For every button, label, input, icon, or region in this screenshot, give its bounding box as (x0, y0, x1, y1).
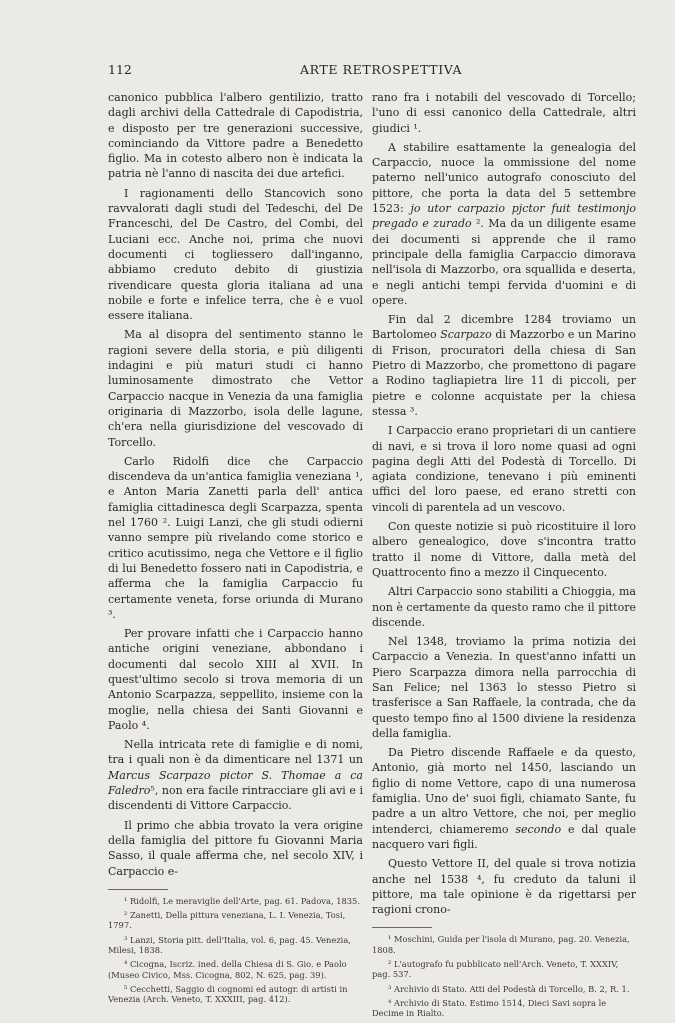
text-run: Fin dal 2 dicembre 1284 troviamo un Bartolomeo (372, 313, 636, 342)
footnote: ¹ Moschini, Guida per l'isola di Murano, pag. 20. Venezia, 1808. (372, 934, 630, 955)
footnote: ³ Lanzi, Storia pitt. dell'Italia, vol. 6, pag. 45. Venezia, Milesi, 1838. (108, 934, 351, 956)
footnote-divider (108, 889, 168, 890)
italic-name: Scarpazo (440, 328, 492, 342)
paragraph: Carlo Ridolfi dice che Carpaccio discendeva da un'antica famiglia veneziana ¹, e Anton Maria Zanetti parla dell' antica famiglia cittadinesca degli Scarpazza, spenta nel 1760 ². Luigi Lanzi, che gli studi odierni vanno sempre più rivelando come storico e critico acutissimo, nega che Vettore e il figlio di lui Benedetto fossero nati in Capodistria, e afferma che la famiglia Carpaccio fu certamente veneta, forse oriunda di Murano ³. (108, 454, 363, 621)
footnote: ⁵ Cecchetti, Saggio di cognomi ed autogr. di artisti in Venezia (Arch. Veneto, T. XXXIII, pag. 412). (108, 983, 348, 1005)
paragraph: rano fra i notabili del vescovado di Torcello; l'uno di essi canonico della Cattedrale, altri giudici ¹. (372, 91, 636, 135)
paragraph: Per provare infatti che i Carpaccio hanno antiche origini veneziane, abbondano i documenti dal secolo XIII al XVII. In quest'ultimo secolo si trova memoria di un Antonio Scarpazza, seppellito, insieme con la moglie, nella chiesa dei Santi Giovanni e Paolo ⁴. (108, 627, 363, 732)
text-run: e dal quale nacquero vari figli. (372, 822, 636, 851)
footnote: ¹ Ridolfi, Le meraviglie dell'Arte, pag. 61. Padova, 1835. (124, 895, 360, 906)
right-column (372, 90, 636, 1023)
italic-word: secondo (515, 822, 562, 836)
paragraph: I Carpaccio erano proprietari di un cantiere di navi, e si trova il loro nome quasi ad ogni pagina degli Atti del Podestà di Torcello. Di agiata condizione, tenevano i più eminenti uffici del loro paese, ed erano stretti con vincoli di parentela ad un vescovo. (372, 424, 636, 514)
paragraph (108, 737, 363, 813)
paragraph: Con queste notizie si può ricostituire il loro albero genealogico, dove s'incontra tratto tratto il nome di Vittore, dalla metà del Quattrocento fino a mezzo il Cinquecento. (372, 520, 636, 579)
paragraph (372, 745, 636, 852)
running-title: ARTE RETROSPETTIVA (300, 62, 463, 77)
text-run: ². Ma da un diligente esame dei documenti si apprende che il ramo principale della famiglia Carpaccio dimorava nell'isola di Mazzorbo, ora squallida e deserta, e negli antichi tempi fervida d'uomini e di opere. (372, 217, 637, 307)
paragraph: Altri Carpaccio sono stabiliti a Chioggia, ma non è certamente da questo ramo che il pittore discende. (372, 585, 636, 629)
left-column (108, 90, 363, 1009)
paragraph (372, 312, 636, 419)
footnote: ³ Archivio di Stato. Atti del Podestà di Torcello, B. 2, R. 1. (388, 983, 630, 994)
paragraph: canonico pubblica l'albero gentilizio, tratto dagli archivi della Cattedrale di Capodistria, e disposto per tre generazioni successive, cominciando da Vittore padre a Benedetto figlio. Ma in cotesto albero non è indicata la patria nè l'anno di nascita dei due artefici. (108, 91, 363, 181)
paragraph: Nel 1348, troviamo la prima notizia dei Carpaccio a Venezia. In quest'anno infatti un Piero Scarpazza dimora nella parrocchia di San Felice; nel 1363 lo stesso Pietro si trasferisce a San Raffaele, la contrada, che da questo tempo fino al 1500 diviene la residenza della famiglia. (372, 635, 636, 740)
text-run: A stabilire esattamente la genealogia del Carpaccio, nuoce la ommissione del nome paterno nell'unico autografo conosciuto del pittore, che porta la data del 5 settembre 1523: (372, 140, 636, 216)
footnote: ⁴ Cicogna, Iscriz. ined. della Chiesa di S. Gio. e Paolo (Museo Civico, Mss. Cicogna, 802, N. 625, pag. 39). (108, 959, 347, 980)
footnote: ⁴ Archivio di Stato. Estimo 1514, Dieci Savi sopra le Decime in Rialto. (372, 997, 607, 1019)
text-run: ⁵, non era facile rintracciare gli avi e i discendenti di Vittore Carpaccio. (108, 784, 363, 813)
paragraph: Il primo che abbia trovato la vera origine della famiglia del pittore fu Giovanni Maria Sasso, il quale afferma che, nel secolo XIV, i Carpaccio e- (108, 818, 363, 878)
italic-quote: jo utor carpazio pjctor fuit testimonjo pregado e zurado (372, 202, 636, 231)
text-run: Nella intricata rete di famiglie e di nomi, tra i quali non è da dimenticare nel 1371 un (108, 738, 363, 767)
paragraph: Questo Vettore II, del quale si trova notizia anche nel 1538 ⁴, fu creduto da taluni il pittore, ma tale opinione è da rigettarsi per ragioni crono- (372, 857, 636, 917)
text-run: Da Pietro discende Raffaele e da questo, Antonio, già morto nel 1450, lasciando un figlio di nome Vettore, capo di una numerosa famiglia. Uno de' suoi figli, chiamato Sante, fu padre a un altro Vettore, che noi, per meglio intenderci, chiameremo (372, 746, 636, 836)
footnote: ² Zanetti, Della pittura veneziana, L. I. Venezia, Tosi, 1797. (108, 910, 346, 931)
text-run: di Mazzorbo e un Marino di Frison, procuratori della chiesa di San Pietro di Mazzorbo, che promettono di pagare a Rodino tagliapietra lire 11 di piccoli, per pietre e colonne acquistate per la chiesa stessa ³. (372, 328, 637, 418)
footnote-divider (372, 927, 432, 928)
paragraph (372, 140, 636, 308)
page-number: 112 (108, 62, 132, 77)
footnote: ² L'autografo fu pubblicato nell'Arch. Veneto, T. XXXIV, pag. 537. (372, 959, 619, 980)
paragraph: I ragionamenti dello Stancovich sono ravvalorati dagli studi del Tedeschi, del De Franceschi, del De Castro, del Combi, del Luciani ecc. Anche noi, prima che nuovi documenti ci togliessero dall'inganno, abbiamo creduto debito di giustizia rivendicare questa gloria italiana ad una nobile e forte e infelice terra, che è e vuol essere italiana. (108, 186, 363, 323)
italic-quote: Marcus Scarpazo pictor S. Thomae a ca Faledro (108, 768, 363, 798)
paragraph: Ma al disopra del sentimento stanno le ragioni severe della storia, e più diligenti indagini e più maturi studi ci hanno luminosamente dimostrato che Vettor Carpaccio nacque in Venezia da una famiglia originaria di Mazzorbo, isola delle lagune, ch'era nella giurisdizione del vescovado di Torcello. (108, 328, 363, 449)
